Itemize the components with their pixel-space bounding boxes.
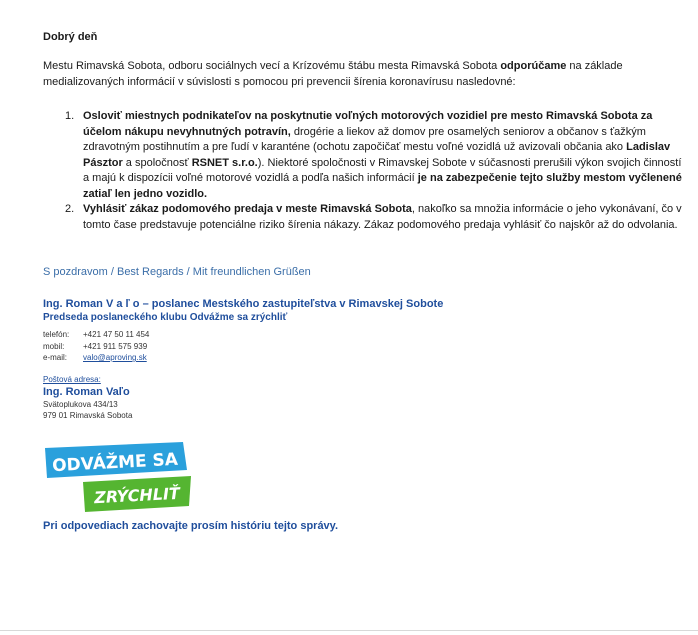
item-1-text-1: drogérie a liekov až domov pre osamelých seniorov a občanov s ťažkým zdravotným postihnutím a pre ľudí v karanténe (ochotu započičať mestu voľné vozidlá už avizovali občania ako (83, 125, 646, 153)
list-number: 1. (65, 110, 75, 122)
signature-role: Predseda poslaneckého klubu Odvážme sa zrýchliť (43, 312, 288, 323)
intro-paragraph (43, 59, 683, 90)
address-street: Svätoplukova 434/13 (43, 400, 118, 409)
address-heading: Poštová adresa: (43, 375, 101, 384)
list-item (65, 109, 685, 202)
item-1-bold-1: Osloviť miestnych podnikateľov na poskytnutie voľných motorových vozidiel pre mesto Rimavská Sobota za účelom nákupu nevyhnutných potravín, (83, 110, 653, 138)
greeting: Dobrý deň (43, 31, 98, 43)
phone-row (43, 329, 443, 341)
contact-info (43, 329, 443, 364)
item-1-text-3: ). Niektoré spoločnosti v Rimavskej Sobote v súčasnosti prerušili výkon svojich činností a majú k dispozícii voľné motorové vozidlá a podľa našich informácií (83, 156, 682, 184)
logo-line-1: ODVÁŽME SA (51, 449, 179, 477)
mobile-label: mobil: (43, 341, 65, 351)
item-2-text-1: , nakoľko sa množia informácie o jeho vykonávaní, čo v tomto čase predstavuje potenciálne riziko šírenia nákazy. Zákaz podomového predaja vyhlásiť čo najskôr až do odvolania. (83, 203, 682, 231)
item-2-bold-1: Vyhlásiť zákaz podomového predaja v meste Rimavská Sobota (83, 203, 412, 215)
email-link[interactable]: valo@aproving.sk (83, 353, 147, 362)
email-row (43, 352, 443, 364)
intro-text-1: Mestu Rimavská Sobota, odboru sociálnych vecí a Krízovému štábu mesta Rimavská Sobota (43, 60, 501, 72)
item-1-bold-4: je na zabezpečenie tejto služby mestom vyčlenené zatiaľ len jedno vozidlo. (83, 172, 682, 200)
item-1-text-2: a spoločnosť (122, 156, 192, 169)
list-item (65, 202, 685, 233)
mobile-row (43, 341, 443, 353)
address-city: 979 01 Rimavská Sobota (43, 411, 133, 420)
signature-name: Ing. Roman V a ľ o – poslanec Mestského zastupiteľstva v Rimavskej Sobote (43, 298, 444, 310)
signature-block (43, 297, 443, 364)
list-number: 2. (65, 203, 75, 215)
logo-line-2: ZRÝCHLIŤ (93, 483, 181, 508)
odvazme-sa-zrychlit-logo (43, 440, 193, 514)
recommendations-list (65, 109, 685, 233)
intro-bold: odporúčame (500, 60, 567, 72)
item-1-bold-2: Ladislav Pásztor (83, 141, 671, 169)
item-1-bold-3: RSNET s.r.o. (191, 156, 258, 169)
address-name: Ing. Roman Vaľo (43, 386, 130, 398)
footer-note: Pri odpovediach zachovajte prosím históriu tejto správy. (43, 520, 339, 532)
mobile-value: +421 911 575 939 (83, 341, 148, 351)
closing-regards: S pozdravom / Best Regards / Mit freundlichen Grüßen (43, 266, 311, 278)
intro-text-2: na základe medializovaných informácií v súvislosti s pomocou pri prevencii šírenia koronavírusu nasledovné: (43, 60, 623, 88)
divider (0, 630, 698, 631)
postal-address (43, 374, 132, 421)
email-label: e-mail: (43, 353, 68, 362)
phone-value: +421 47 50 11 454 (83, 330, 150, 339)
phone-label: telefón: (43, 330, 70, 339)
